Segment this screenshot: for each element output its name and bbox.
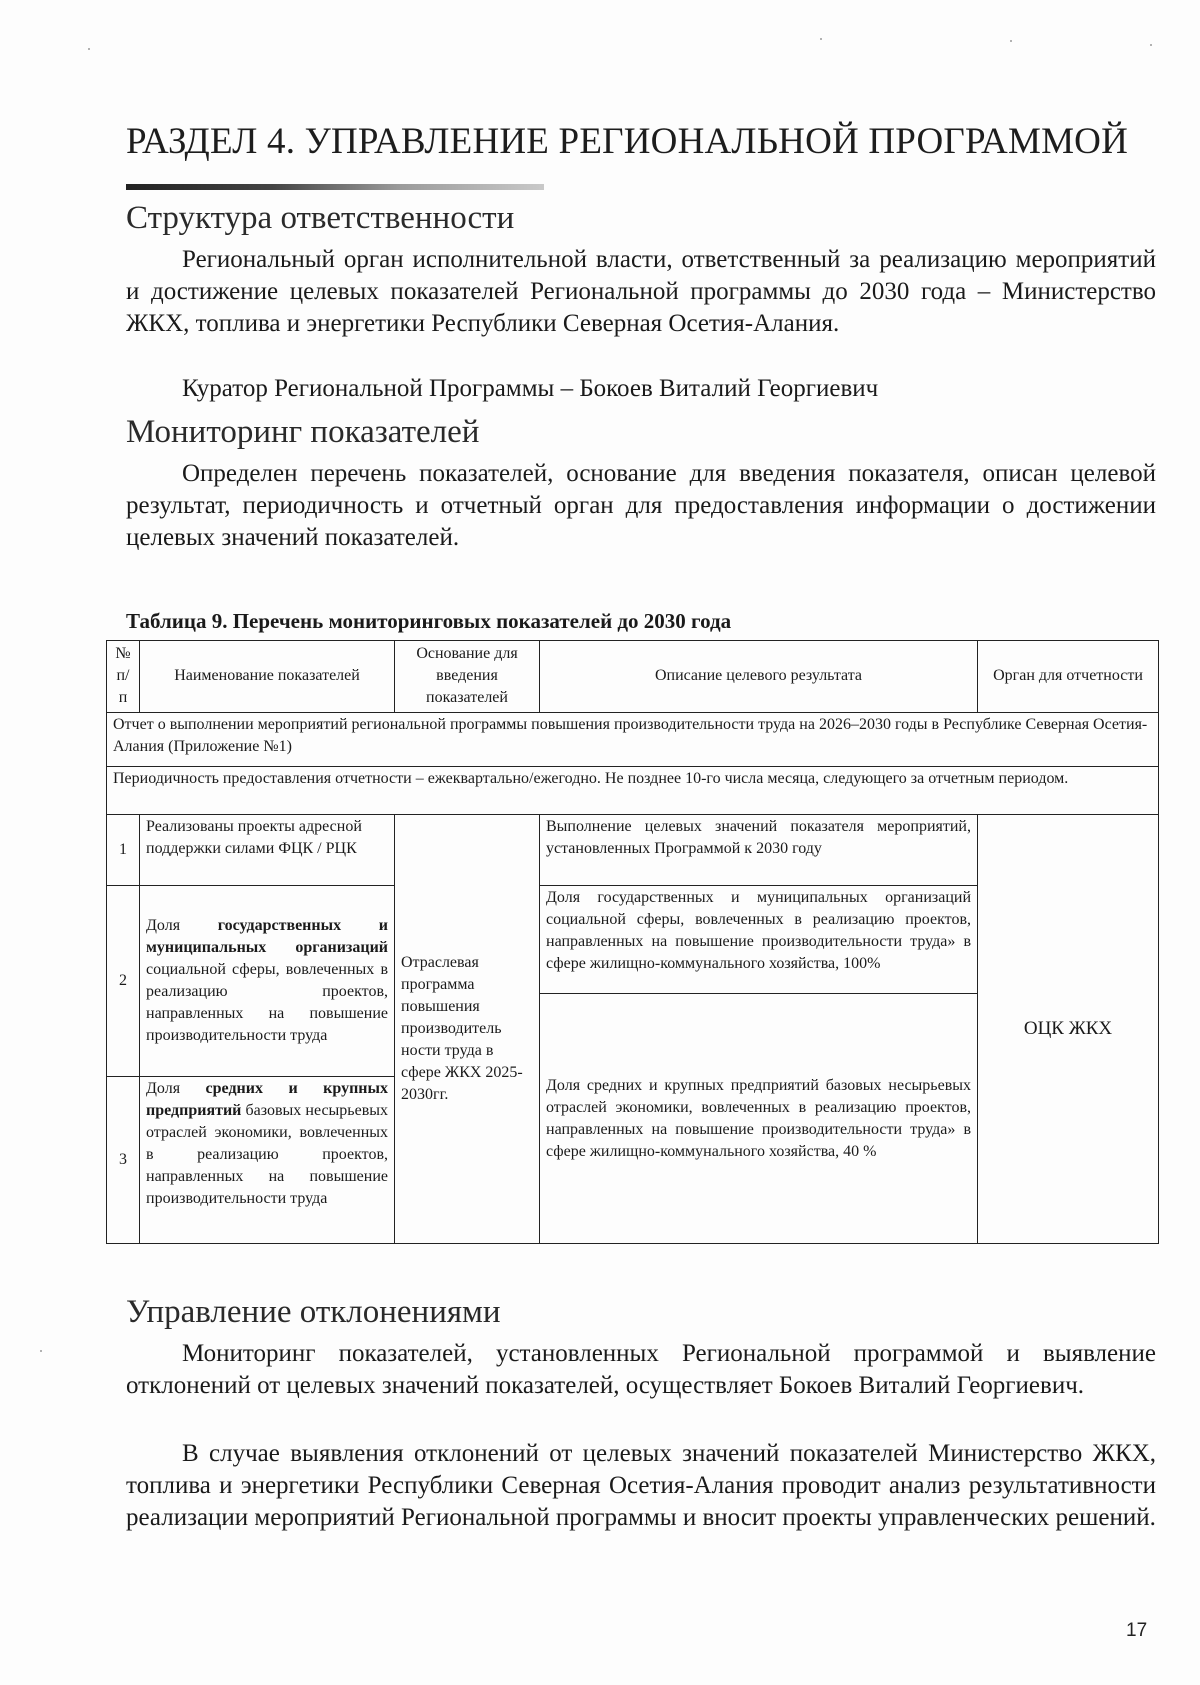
row-num: 1: [107, 814, 140, 885]
header-organ: Орган для отчетности: [978, 641, 1159, 713]
header-description: Описание целевого результата: [540, 641, 978, 713]
row-name-rest: социальной сферы, вовлеченных в реализацию проектов, направленных на повышение производительности труда: [146, 961, 388, 1045]
paragraph-monitoring: Определен перечень показателей, основание для введения показателя, описан целевой результат, периодичность и отчетный орган для предоставления информации о достижении целевых значений показателей.: [126, 460, 1156, 551]
table-row: [107, 712, 1159, 766]
row-name-plain: Доля: [146, 1080, 181, 1098]
row-name-bold: средних и крупных предприятий: [146, 1080, 389, 1120]
paragraph-curator: Куратор Региональной Программы – Бокоев Виталий Георгиевич: [182, 375, 879, 402]
table-row: [107, 814, 1159, 885]
scan-speck: [1010, 40, 1012, 42]
indicators-table: [106, 640, 1159, 1244]
row-name-rest: базовых несырьевых отраслей экономики, вовлеченных в реализацию проектов, направленных на повышение производительности труда: [146, 1102, 388, 1208]
row-description: Доля средних и крупных предприятий базовых несырьевых отраслей экономики, вовлеченных в реализацию проектов, направленных на повышение производительности труда» в сфере жилищно-коммунального хозяйства, 40 %: [540, 994, 978, 1244]
paragraph-responsibility: Региональный орган исполнительной власти, ответственный за реализацию мероприятий и достижение целевых показателей Региональной программы до 2030 года – Министерство ЖКХ, топлива и энергетики Республики Северная Осетия-Алания.: [126, 246, 1156, 337]
organ-cell: ОЦК ЖКХ: [978, 814, 1159, 1243]
row-description: Доля государственных и муниципальных организаций социальной сферы, вовлеченных в реализацию проектов, направленных на повышение производительности труда» в сфере жилищно-коммунального хозяйства, 100%: [540, 885, 978, 993]
row-num: 2: [107, 885, 140, 1077]
row-name: Реализованы проекты адресной поддержки силами ФЦК / РЦК: [140, 814, 395, 885]
row-num: 3: [107, 1077, 140, 1244]
table-header-row: [107, 641, 1159, 713]
scan-speck: [820, 38, 822, 40]
row-name-plain: Доля: [146, 917, 181, 935]
table-row: [107, 767, 1159, 815]
page-number: 17: [1126, 1620, 1148, 1641]
heading-deviations: Управление отклонениями: [126, 1294, 501, 1330]
scan-speck: [88, 48, 90, 50]
table-caption: Таблица 9. Перечень мониторинговых показателей до 2030 года: [126, 609, 732, 633]
row-name: [140, 1077, 395, 1244]
paragraph-deviations-2: В случае выявления отклонений от целевых значений показателей Министерство ЖКХ, топлива и энергетики Республики Северная Осетия-Алания проводит анализ результативности реализации мероприятий Региональной программы и вносит проекты управленческих решений.: [126, 1440, 1156, 1531]
basis-cell: [395, 814, 540, 1243]
report-row-cell: Отчет о выполнении мероприятий региональной программы повышения производительности труда на 2026–2030 годы в Республике Северная Осетия-Алания (Приложение №1): [107, 712, 1159, 766]
header-num: № п/ п: [107, 641, 140, 713]
scan-speck: [40, 1350, 42, 1352]
scan-speck: [1150, 44, 1152, 46]
row-name-bold: государственных и муниципальных организаций: [146, 917, 389, 957]
header-basis: Основание для введения показателей: [395, 641, 540, 713]
heading-monitoring: Мониторинг показателей: [126, 414, 480, 450]
periodicity-row-cell: Периодичность предоставления отчетности – ежеквартально/ежегодно. Не позднее 10-го числа месяца, следующего за отчетным периодом.: [107, 767, 1159, 815]
header-name: Наименование показателей: [140, 641, 395, 713]
row-description: Выполнение целевых значений показателя мероприятий, установленных Программой к 2030 году: [540, 814, 978, 885]
title-underline: [126, 184, 544, 190]
heading-responsibility: Структура ответственности: [126, 200, 515, 236]
basis-text: Отраслевая программа повышения производитель ности труда в сфере ЖКХ 2025-2030гг.: [401, 953, 523, 1103]
section-title: РАЗДЕЛ 4. УПРАВЛЕНИЕ РЕГИОНАЛЬНОЙ ПРОГРАММОЙ: [126, 121, 1129, 162]
row-name: [140, 885, 395, 1077]
paragraph-deviations-1: Мониторинг показателей, установленных Региональной программой и выявление отклонений от целевых значений показателей, осуществляет Бокоев Виталий Георгиевич.: [126, 1340, 1156, 1399]
